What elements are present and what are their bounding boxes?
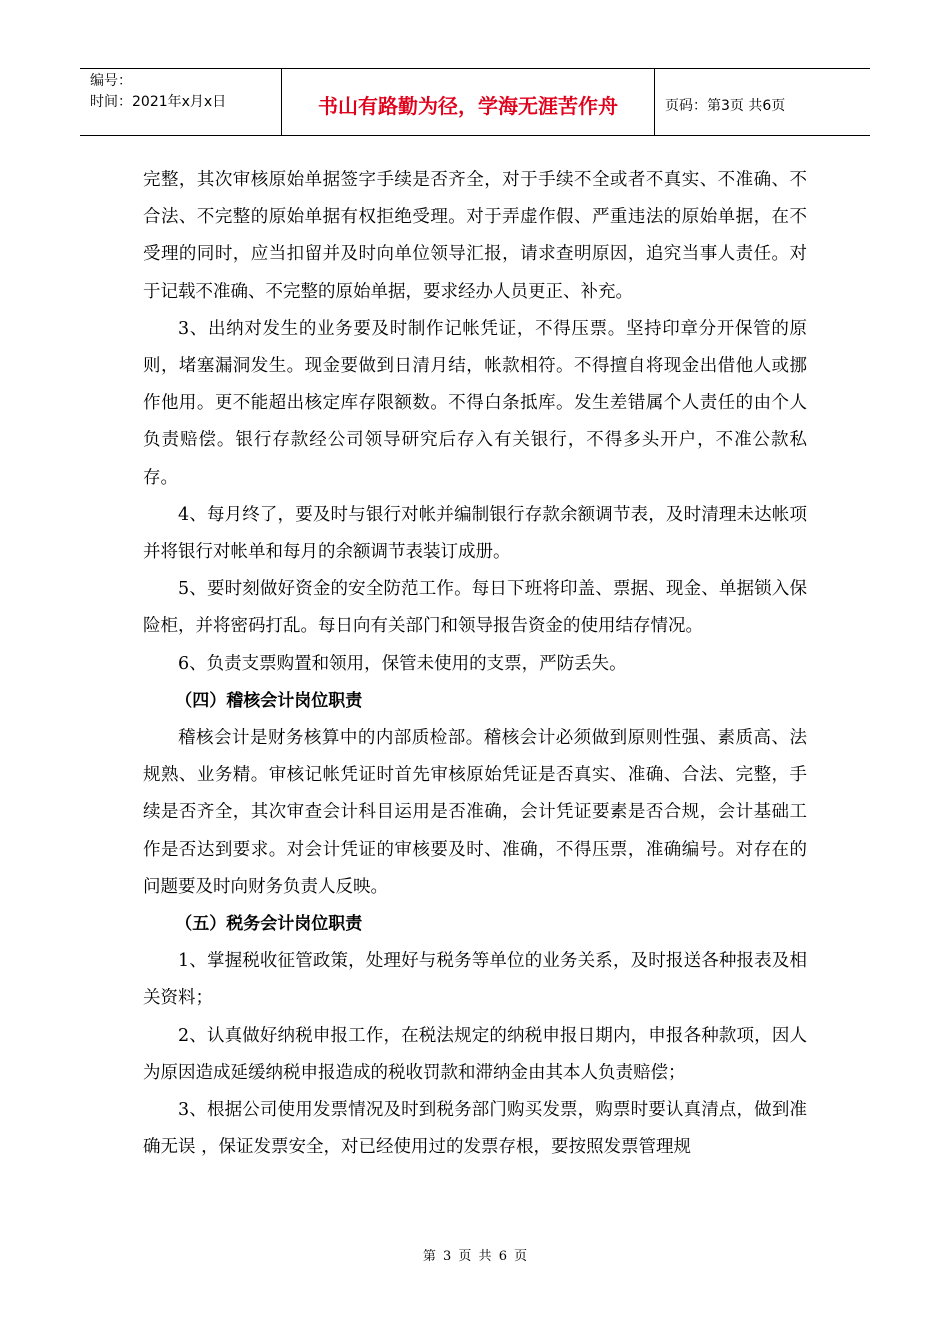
section-heading: （四）稽核会计岗位职责 [175, 690, 363, 711]
document-time-label: 时间：2021年x月x日 [90, 94, 227, 110]
paragraph: 稽核会计是财务核算中的内部质检部。稽核会计必须做到原则性强、素质高、法规熟、业务精。审核记帐凭证时首先审核原始凭证是否真实、准确、合法、完整，手续是否齐全，其次审查会计科目运用是否准确，会计凭证要素是否合规，会计基础工作是否达到要求。对会计凭证的审核要及时、准确，不得压票，准确编号。对存在的问题要及时向财务负责人反映。 [143, 728, 807, 897]
header-motto: 书山有路勤为径，学海无涯苦作舟 [282, 69, 655, 135]
paragraph: 4、每月终了，要及时与银行对帐并编制银行存款余额调节表，及时清理未达帐项并将银行对帐单和每月的余额调节表装订成册。 [143, 504, 807, 563]
document-number-label: 编号： [90, 73, 132, 89]
paragraph: 6、负责支票购置和领用，保管未使用的支票，严防丢失。 [178, 653, 627, 674]
paragraph: 完整，其次审核原始单据签字手续是否齐全，对于手续不全或者不真实、不准确、不合法、不完整的原始单据有权拒绝受理。对于弄虚作假、严重违法的原始单据，在不受理的同时，应当扣留并及时向单位领导汇报，请求查明原因，追究当事人责任。对于记载不准确、不完整的原始单据，要求经办人员更正、补充。 [143, 170, 807, 302]
paragraph: 3、出纳对发生的业务要及时制作记帐凭证，不得压票。坚持印章分开保管的原则，堵塞漏洞发生。现金要做到日清月结，帐款相符。不得擅自将现金出借他人或挪作他用。更不能超出核定库存限额数。不得白条抵库。发生差错属个人责任的由个人负责赔偿。银行存款经公司领导研究后存入有关银行，不得多头开户，不准公款私存。 [143, 318, 807, 488]
header-page-number: 页码：第3页 共6页 [665, 98, 786, 114]
section-heading: （五）税务会计岗位职责 [175, 914, 363, 935]
document-body [143, 162, 807, 1166]
paragraph: 1、掌握税收征管政策，处理好与税务等单位的业务关系，及时报送各种报表及相关资料； [143, 951, 807, 1009]
paragraph: 3、根据公司使用发票情况及时到税务部门购买发票，购票时要认真清点，做到准确无误 ，保证发票安全，对已经使用过的发票存根，要按照发票管理规 [143, 1100, 807, 1158]
page-header [80, 68, 870, 136]
page-footer: 第 3 页 共 6 页 [422, 1249, 528, 1264]
paragraph: 2、认真做好纳税申报工作，在税法规定的纳税申报日期内，申报各种款项，因人为原因造成延缓纳税申报造成的税收罚款和滞纳金由其本人负责赔偿； [143, 1025, 807, 1083]
paragraph: 5、要时刻做好资金的安全防范工作。每日下班将印盖、票据、现金、单据锁入保险柜，并将密码打乱。每日向有关部门和领导报告资金的使用结存情况。 [143, 579, 807, 637]
header-meta [80, 69, 282, 135]
